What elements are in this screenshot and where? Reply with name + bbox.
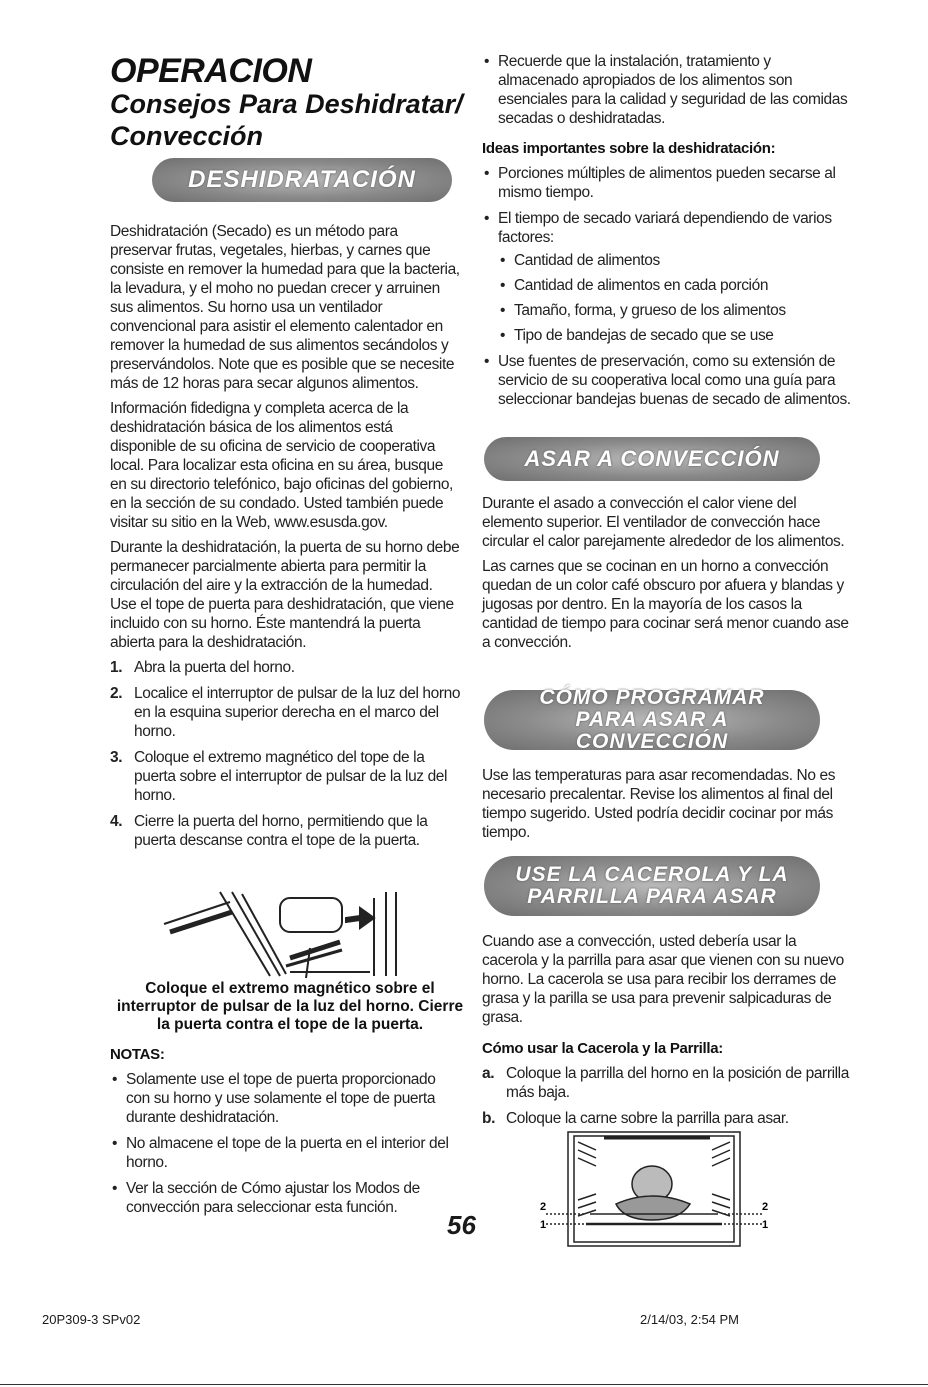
notes-list xyxy=(110,1070,450,1224)
idea-item: • El tiempo de secado variará dependiendo de varios factores: • Cantidad de alimentos • Cantidad de alimentos en cada porción • Tamaño, forma, y grueso de los alimentos • Tipo de bandejas de secado que se use xyxy=(482,209,852,345)
step-item: 1. Abra la puerta del horno. xyxy=(110,659,295,676)
pan-body xyxy=(482,932,852,1033)
banner-program-broil xyxy=(484,686,820,753)
pan-steps xyxy=(482,1064,852,1135)
footer-timestamp: 2/14/03, 2:54 PM xyxy=(640,1312,740,1327)
program-body xyxy=(482,766,852,848)
page-bottom-rule xyxy=(0,1384,928,1385)
step-item: 4. Cierre la puerta del horno, permitiendo que la puerta descanse contra el tope de la puerta. xyxy=(110,813,428,849)
factor-item: • Tamaño, forma, y grueso de los alimentos xyxy=(498,301,852,320)
rack-label-left-1: 1 xyxy=(540,1219,547,1231)
factor-item: • Cantidad de alimentos en cada porción xyxy=(498,276,852,295)
rack-label-right-1: 1 xyxy=(762,1219,769,1231)
factor-list xyxy=(498,251,852,345)
step-item: 2. Localice el interruptor de pulsar de la luz del horno en la esquina superior derecha en el marco del horno. xyxy=(110,685,461,740)
section-title: OPERACION xyxy=(110,52,312,90)
pan-paragraph: Cuando ase a convección, usted debería usar la cacerola y la parrilla para asar que vienen con su nuevo horno. La cacerola se usa para recibir los derrames de grasa y la parilla se usa para prevenir salpicaduras de grasa. xyxy=(482,933,844,1026)
left-body xyxy=(110,222,462,857)
notes-heading: NOTAS: xyxy=(110,1046,165,1063)
banner-dehydration-label: DESHIDRATACIÓN xyxy=(188,166,416,193)
banner-convection-broil-label: ASAR A CONVECCIÓN xyxy=(524,446,780,471)
step-item: 3. Coloque el extremo magnético del tope de la puerta sobre el interruptor de pulsar de la luz del horno. xyxy=(110,749,448,804)
banner-use-pan-label: USE LA CACEROLA Y LA PARRILLA PARA ASAR xyxy=(515,863,789,908)
pan-step: b. Coloque la carne sobre la parrilla para asar. xyxy=(482,1110,789,1127)
broil-pan-illustration xyxy=(540,1128,770,1250)
convection-body xyxy=(482,494,852,658)
page-number: 56 xyxy=(447,1210,476,1240)
storage-tip: • Recuerde que la instalación, tratamiento y almacenado apropiados de los alimentos son esenciales para la calidad y seguridad de las comidas secadas o deshidratadas. xyxy=(482,52,852,128)
note-item: • Solamente use el tope de puerta proporcionado con su horno y use solamente el tope de puerta durante deshidratación. xyxy=(110,1070,450,1127)
rack-label-left-2: 2 xyxy=(540,1201,547,1213)
page-subtitle: Consejos Para Deshidratar/ Convección xyxy=(110,89,463,151)
right-top-body xyxy=(482,52,852,135)
note-item: • Ver la sección de Cómo ajustar los Modos de convección para seleccionar esta función. xyxy=(110,1179,450,1217)
banner-convection-broil xyxy=(484,437,820,481)
dehydration-intro: Deshidratación (Secado) es un método para preservar frutas, vegetales, hierbas, y carnes que consiste en remover la humedad para que la bacteria, la levadura, y el moho no puedan crecer y arruinen sus alimentos. Su horno usa un ventilador convencional para asistir el elemento calentador en remover la humedad de sus alimentos secándolos y preservándolos. Note que es posible que se necesite más de 12 horas para secar algunos alimentos. xyxy=(110,223,460,392)
banner-program-broil-label: CÓMO PROGRAMAR PARA ASAR A CONVECCIÓN xyxy=(539,686,765,753)
ideas-heading: Ideas importantes sobre la deshidratación: xyxy=(482,140,776,157)
ideas-list xyxy=(482,164,852,416)
door-stop-steps xyxy=(110,658,462,850)
rack-label-right-2: 2 xyxy=(762,1201,769,1213)
pan-step: a. Coloque la parrilla del horno en la posición de parrilla más baja. xyxy=(482,1065,849,1101)
footer-doc-code: 20P309-3 SPv02 xyxy=(42,1312,141,1327)
illustration-caption: Coloque el extremo magnético sobre el interruptor de pulsar de la luz del horno. Cierre la puerta contra el tope de la puerta. xyxy=(116,980,464,1033)
factor-item: • Tipo de bandejas de secado que se use xyxy=(498,326,852,345)
dehydration-door: Durante la deshidratación, la puerta de su horno debe permanecer parcialmente abierta para permitir la circulación del aire y la extracción de la humedad. Use el tope de puerta para deshidratación, que viene incluido con su horno. Éste mantendrá la puerta abierta para la deshidratación. xyxy=(110,539,460,651)
factor-item: • Cantidad de alimentos xyxy=(498,251,852,270)
dehydration-info: Información fidedigna y completa acerca de la deshidratación básica de los alimentos está disponible de su oficina de servicio de cooperativa local. Para localizar esta oficina en su área, busque en su directorio telefónico, bajo oficinas del gobierno, en la sección de su condado. Usted también puede visitar su sitio en la Web, www.esusda.gov. xyxy=(110,400,453,531)
note-item: • No almacene el tope de la puerta en el interior del horno. xyxy=(110,1134,450,1172)
banner-dehydration xyxy=(152,158,452,202)
convection-p2: Las carnes que se cocinan en un horno a convección quedan de un color café obscuro por afuera y blandas y jugosas por dentro. En la mayoría de los casos la cantidad de tiempo para cocinar será menor cuando ase a convección. xyxy=(482,558,849,651)
pan-heading: Cómo usar la Cacerola y la Parrilla: xyxy=(482,1040,723,1057)
idea-item: • Porciones múltiples de alimentos pueden secarse al mismo tiempo. xyxy=(482,164,852,202)
program-paragraph: Use las temperaturas para asar recomendadas. No es necesario precalentar. Revise los alimentos al final del tiempo sugerido. Usted podría decidir cocinar por más tiempo. xyxy=(482,767,836,841)
idea-item: • Use fuentes de preservación, como su extensión de servicio de su cooperativa local como una guía para seleccionar bandejas buenas de secado de alimentos. xyxy=(482,352,852,409)
banner-use-pan xyxy=(484,856,820,916)
door-stop-illustration xyxy=(160,888,410,980)
convection-p1: Durante el asado a convección el calor viene del elemento superior. El ventilador de convección hace circular el calor parejamente alrededor de los alimentos. xyxy=(482,495,845,550)
